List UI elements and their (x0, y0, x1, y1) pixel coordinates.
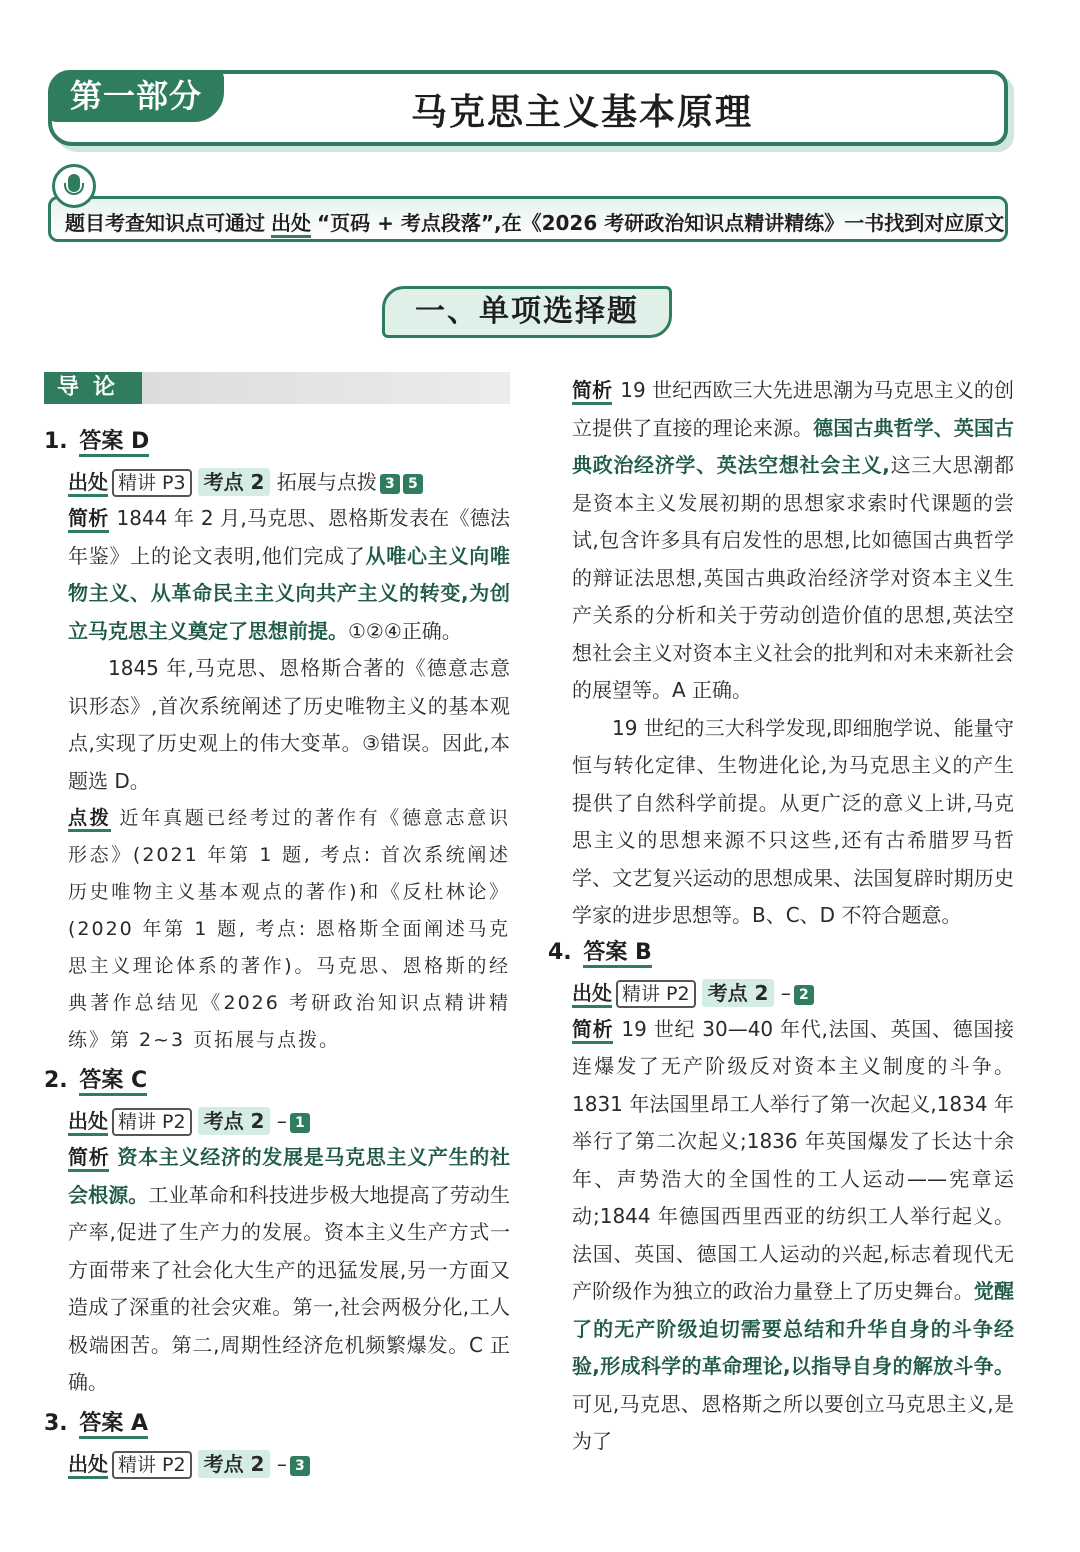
hint-bar (48, 196, 1008, 242)
q2-source: 出处 精讲 P2 考点 2 – 1 (68, 1103, 510, 1139)
part-label: 第一部分 (48, 70, 224, 122)
q1-number: 1. (44, 429, 68, 454)
section-heading: 一、单项选择题 (382, 286, 672, 338)
microphone-icon (52, 164, 96, 208)
q3-answer-line: 3. 答案 A (44, 1406, 510, 1442)
q1-tip: 点拨 近年真题已经考过的著作有《德意志意识形态》(2021 年第 1 题, 考点: 首次系统阐述历史唯物主义基本观点的著作)和《反杜林论》(2020 年第 1 题, 考点: 恩格斯全面阐述马克思主义理论体系的著作)。马克思、恩格斯的经典著作总结见《2026 考研政治知识点精讲精练》第 2~3 页拓展与点拨。 (68, 807, 510, 1051)
hint-suffix: “页码 + 考点段落”,在《2026 考研政治知识点精讲精练》一书找到对应原文 (317, 211, 1005, 235)
q4-analysis: 简析 19 世纪 30—40 年代,法国、英国、德国接连爆发了无产阶级反对资本主义制度的斗争。1831 年法国里昂工人举行了第一次起义,1834 年举行了第二次起义;1836 年英国爆发了长达十余年、声势浩大的全国性的工人运动——宪章运动;1844 年德国西里西亚的纺织工人举行起义。法国、英国、德国工人运动的兴起,标志着现代无产阶级作为独立的政治力量登上了历史舞台。觉醒了的无产阶级迫切需要总结和升华自身的斗争经验,形成科学的革命理论,以指导自身的解放斗争。可见,马克思、恩格斯之所以要创立马克思主义,是为了 (572, 1016, 1015, 1453)
hint-text (65, 207, 1004, 236)
part-banner (48, 70, 1008, 146)
right-column (548, 372, 1014, 1465)
q1-answer-label: 答案 D (79, 429, 149, 457)
q2-analysis: 简析 资本主义经济的发展是马克思主义产生的社会根源。工业革命和科技进步极大地提高了劳动生产率,促进了生产力的发展。资本主义生产方式一方面带来了社会化大生产的迅猛发展,另一方面又造成了深重的社会灾难。第一,社会两极分化,工人极端困苦。第二,周期性经济危机频繁爆发。C 正确。 (68, 1145, 511, 1394)
q1-answer-line (44, 424, 510, 460)
hint-keyword: 出处 (271, 211, 311, 238)
chapter-label: 导论 (44, 372, 142, 404)
left-column (44, 372, 510, 1486)
q2-answer-line: 2. 答案 C (44, 1063, 510, 1099)
q2-answer: C (131, 1068, 148, 1093)
q1-badge-2: 5 (403, 474, 423, 494)
q1-source-page: 精讲 P3 (112, 469, 192, 497)
q1-analysis: 简析 1844 年 2 月,马克思、恩格斯发表在《德法年鉴》上的论文表明,他们完成了从唯心主义向唯物主义、从革命民主主义向共产主义的转变,为创立马克思主义奠定了思想前提。①②④正确。 (68, 506, 511, 643)
q3-source: 出处 精讲 P2 考点 2 – 3 (68, 1446, 510, 1482)
question-3-head (44, 1406, 510, 1482)
part-title: 马克思主义基本原理 (410, 92, 753, 133)
question-4 (548, 935, 1014, 1461)
q1-answer: D (131, 429, 150, 454)
q3-analysis-2: 19 世纪的三大科学发现,即细胞学说、能量守恒与转化定律、生物进化论,为马克思主义的产生提供了自然科学前提。从更广泛的意义上讲,马克思主义的思想来源不只这些,还有古希腊罗马哲学、文艺复兴运动的思想成果、法国复辟时期历史学家的进步思想等。B、C、D 不符合题意。 (572, 715, 1014, 927)
q1-source-point: 考点 2 (198, 468, 271, 496)
q1-analysis-2: 1845 年,马克思、恩格斯合著的《德意志意识形态》,首次系统阐述了历史唯物主义的基本观点,实现了历史观上的伟大变革。③错误。因此,本题选 D。 (68, 656, 510, 793)
q4-answer: B (635, 939, 652, 965)
q4-answer-line: 4. 答案 B (548, 935, 1014, 971)
q3-analysis: 简析 19 世纪西欧三大先进思潮为马克思主义的创立提供了直接的理论来源。德国古典哲学、英国古典政治经济学、英法空想社会主义,这三大思潮都是资本主义发展初期的思想家求索时代课题的尝试,包含许多具有启发性的思想,比如德国古典哲学的辩证法思想,英国古典政治经济学对资本主义生产关系的分析和关于劳动创造价值的思想,英法空想社会主义对资本主义社会的批判和对未来新社会的展望等。A 正确。 (572, 378, 1015, 702)
question-1 (44, 424, 510, 1059)
chapter-bar (44, 372, 510, 404)
hint-prefix: 题目考查知识点可通过 (65, 211, 265, 235)
q3-answer: A (131, 1410, 149, 1436)
q1-badge-1: 3 (380, 474, 400, 494)
q4-source: 出处 精讲 P2 考点 2 – 2 (572, 975, 1014, 1011)
question-2 (44, 1063, 510, 1402)
q1-source: 出处 精讲 P3 考点 2 拓展与点拨 3 5 (68, 464, 510, 500)
